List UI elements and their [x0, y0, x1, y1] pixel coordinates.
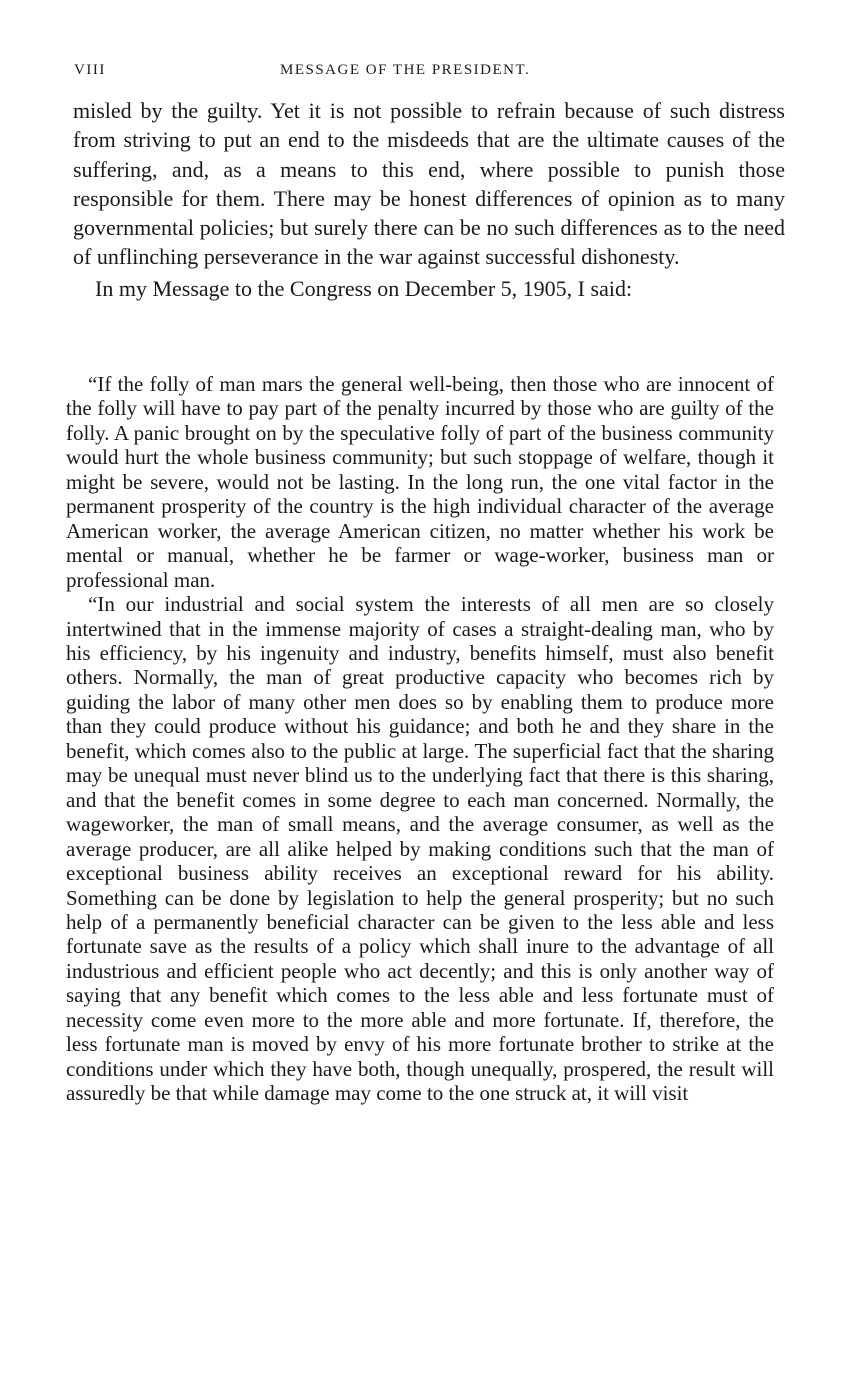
body-text	[73, 96, 785, 303]
page-header	[74, 62, 784, 84]
running-title: MESSAGE OF THE PRESIDENT.	[280, 62, 531, 78]
quote-paragraph: “If the folly of man mars the general well-being, then those who are innocent of the folly will have to pay part of the penalty incurred by those who are guilty of the folly. A panic brought on by the speculative folly of part of the business community would hurt the whole business community; but such stoppage of welfare, though it might be severe, would not be lasting. In the long run, the one vital factor in the permanent prosperity of the country is the high individual character of the average American worker, the average American citizen, no matter whether his work be mental or manual, whether he be farmer or wage-worker, business man or professional man.	[66, 372, 774, 592]
body-paragraph: In my Message to the Congress on December 5, 1905, I said:	[95, 275, 633, 301]
body-paragraph: misled by the guilty. Yet it is not possible to refrain because of such distress from striving to put an end to the misdeeds that are the ultimate causes of the suffering, and, as a means to this end, where possible to punish those responsible for them. There may be honest differences of opinion as to many governmental policies; but surely there can be no such differences as to the need of unflinching perseverance in the war against successful dishonesty.	[73, 98, 785, 270]
block-quote	[66, 372, 774, 1106]
page-number: VIII	[74, 62, 106, 78]
quote-paragraph: “In our industrial and social system the interests of all men are so closely intertwined that in the immense majority of cases a straight-dealing man, who by his efficiency, by his ingenuity and industry, benefits himself, must also benefit others. Normally, the man of great productive capacity who becomes rich by guiding the labor of many other men does so by enabling them to produce more than they could produce without his guidance; and both he and they share in the benefit, which comes also to the public at large. The superficial fact that the sharing may be unequal must never blind us to the underlying fact that there is this sharing, and that the benefit comes in some degree to each man concerned. Normally, the wageworker, the man of small means, and the average consumer, as well as the average producer, are all alike helped by making conditions such that the man of exceptional business ability receives an exceptional reward for his ability. Something can be done by legislation to help the general prosperity; but no such help of a permanently beneficial character can be given to the less able and less fortunate save as the results of a policy which shall inure to the advantage of all industrious and efficient people who act decently; and this is only another way of saying that any benefit which comes to the less able and less fortunate must of necessity come even more to the more able and more fortunate. If, therefore, the less fortunate man is moved by envy of his more fortunate brother to strike at the conditions under which they have both, though unequally, prospered, the result will assuredly be that while damage may come to the one struck at, it will visit	[66, 592, 774, 1106]
